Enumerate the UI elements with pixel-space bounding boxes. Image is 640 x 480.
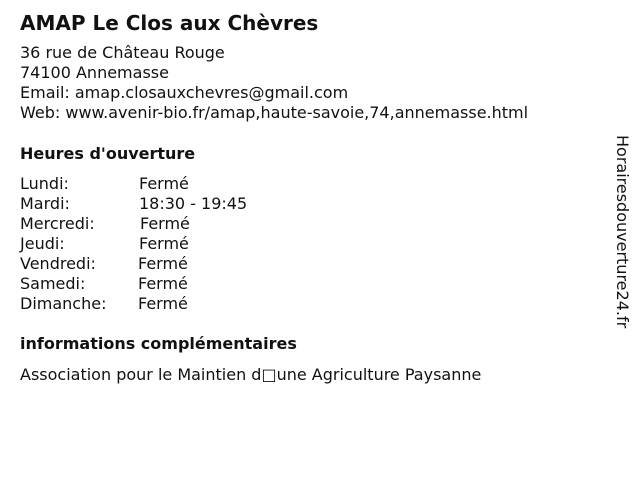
hours-value: Fermé — [140, 214, 190, 233]
web-line: Web: www.avenir-bio.fr/amap,haute-savoie,74,annemasse.html — [20, 103, 529, 122]
hours-day: Dimanche: — [20, 294, 107, 313]
hours-value: Fermé — [139, 174, 189, 193]
hours-row-mardi — [20, 194, 320, 214]
hours-heading: Heures d'ouverture — [20, 144, 196, 163]
hours-row-jeudi — [20, 234, 320, 254]
business-name: AMAP Le Clos aux Chèvres — [20, 11, 319, 35]
hours-row-dimanche — [20, 294, 320, 314]
hours-day: Mercredi: — [20, 214, 95, 233]
hours-row-lundi — [20, 174, 320, 194]
hours-day: Jeudi: — [20, 234, 65, 253]
hours-day: Vendredi: — [20, 254, 96, 273]
info-text: Association pour le Maintien d□une Agriculture Paysanne — [20, 365, 482, 384]
address-city: 74100 Annemasse — [20, 63, 169, 82]
hours-row-vendredi — [20, 254, 320, 274]
hours-value: 18:30 - 19:45 — [139, 194, 248, 213]
hours-row-samedi — [20, 274, 320, 294]
email-line: Email: amap.closauxchevres@gmail.com — [20, 83, 349, 102]
hours-value: Fermé — [138, 254, 188, 273]
hours-day: Lundi: — [20, 174, 69, 193]
hours-value: Fermé — [138, 294, 188, 313]
hours-value: Fermé — [138, 274, 188, 293]
info-heading: informations complémentaires — [20, 334, 297, 353]
hours-day: Mardi: — [20, 194, 70, 213]
hours-table — [20, 174, 320, 314]
site-brand-vertical: Horairesdouverture24.fr — [613, 135, 632, 329]
business-contact — [20, 43, 528, 123]
hours-day: Samedi: — [20, 274, 86, 293]
hours-value: Fermé — [139, 234, 189, 253]
address-street: 36 rue de Château Rouge — [20, 43, 225, 62]
hours-row-mercredi — [20, 214, 320, 234]
